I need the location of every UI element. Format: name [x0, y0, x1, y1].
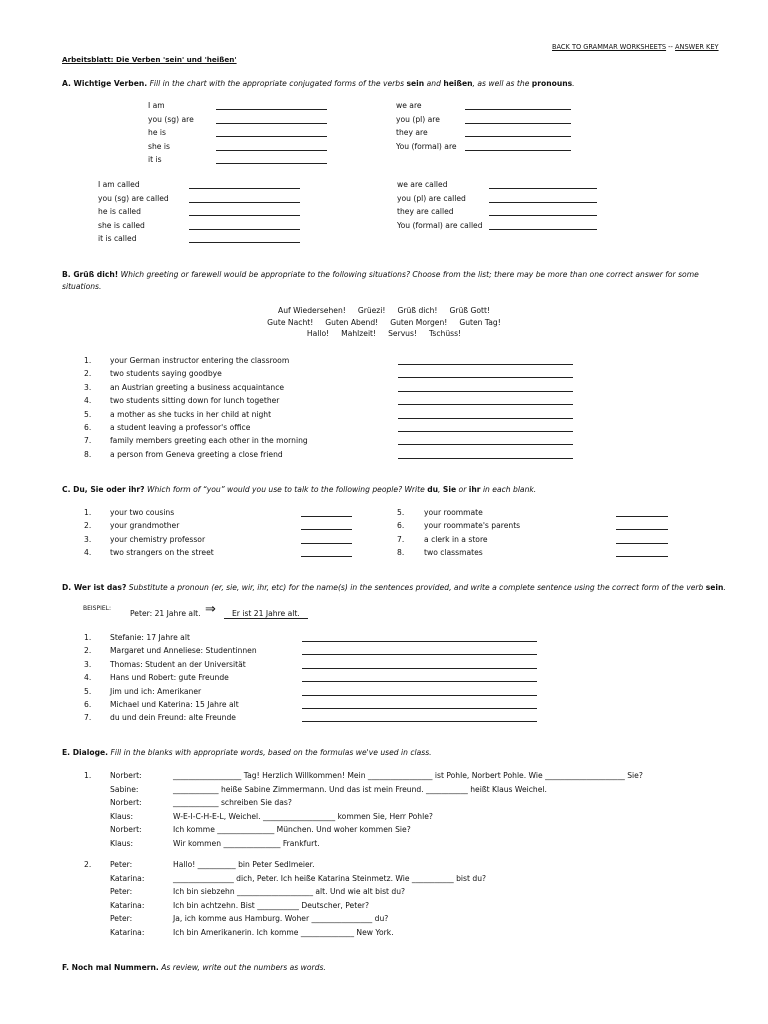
item-number: 4. [84, 396, 92, 406]
item-number: 3. [84, 659, 92, 669]
heissen-right-blank[interactable] [489, 229, 597, 230]
section-e-label: E. Dialoge. [62, 748, 109, 757]
section-c-comma: , [438, 485, 441, 494]
heissen-left-label: it is called [98, 234, 137, 243]
speaker-name: Norbert: [110, 798, 142, 807]
section-f-instruction: As review, write out the numbers as words. [161, 963, 326, 972]
heissen-right-blank[interactable] [489, 188, 597, 189]
pronoun-answer-blank[interactable] [301, 543, 352, 544]
right-arrow-icon: ⇒ [205, 602, 216, 617]
section-c-label: C. Du, Sie oder ihr? [62, 485, 145, 494]
heissen-left-label: I am called [98, 180, 140, 189]
section-b-instruction-2: situations. [62, 282, 102, 291]
pronoun-answer-blank[interactable] [301, 516, 352, 517]
item-number: 5. [84, 409, 92, 419]
sein-right-blank[interactable] [465, 109, 571, 110]
item-number: 7. [84, 713, 92, 723]
sein-right-blank[interactable] [465, 136, 571, 137]
heissen-right-blank[interactable] [489, 202, 597, 203]
greeting-option: Grüezi! [357, 306, 386, 315]
section-d-period: . [723, 583, 726, 592]
dialog-line: __________________ Tag! Herzlich Willkommen! Mein _________________ ist Pohle, Norbert Pohle. Wie _____________________ Sie? [173, 771, 643, 780]
sein-left-label: she is [148, 141, 170, 151]
speaker-name: Klaus: [110, 811, 134, 821]
sein-right-blank[interactable] [465, 123, 571, 124]
greeting-option: Guten Morgen! [390, 317, 448, 327]
pronoun-answer-blank[interactable] [301, 529, 352, 530]
dialog-line: Ich bin siebzehn ____________________ alt. Und wie alt bist du? [173, 887, 406, 896]
section-e-instruction: Fill in the blanks with appropriate words, based on the formulas we've used in class. [110, 748, 432, 757]
greeting-option: Guten Abend! [325, 317, 379, 327]
item-number: 4. [84, 673, 92, 683]
greeting-answer-blank[interactable] [398, 431, 573, 432]
item-number: 8. [397, 548, 405, 558]
top-links [552, 43, 719, 51]
greeting-option: Mahlzeit! [341, 329, 377, 338]
item-number: 7. [84, 436, 92, 446]
person-text: your chemistry professor [110, 534, 206, 544]
item-number: 1. [84, 633, 92, 642]
section-f-label: F. Noch mal Nummern. [62, 963, 159, 972]
section-a-heading [62, 79, 575, 88]
section-c-du: du [427, 485, 439, 494]
worksheet-title: Arbeitsblatt: Die Verben 'sein' und 'heißen' [62, 55, 237, 64]
heissen-left-label: you (sg) are called [98, 193, 169, 203]
situation-text: family members greeting each other in the morning [110, 436, 308, 446]
speaker-name: Peter: [110, 860, 133, 869]
section-a-period: . [572, 79, 575, 88]
section-d-label: D. Wer ist das? [62, 583, 127, 592]
section-a-verb-heissen: heißen [443, 79, 473, 88]
dialog-line: Wir kommen _______________ Frankfurt. [173, 838, 320, 848]
person-text: a clerk in a store [424, 534, 488, 544]
dialog-line: Ich komme _______________ München. Und woher kommen Sie? [173, 825, 411, 834]
greeting-option: Hallo! [306, 329, 330, 338]
sentence-answer-blank[interactable] [302, 681, 537, 682]
item-number: 6. [397, 521, 405, 531]
item-number: 1. [84, 356, 92, 365]
section-d-verb-sein: sein [705, 583, 724, 592]
prompt-text: Margaret und Anneliese: Studentinnen [110, 646, 257, 656]
heissen-right-label: You (formal) are called [397, 220, 483, 230]
item-number: 2. [84, 369, 92, 379]
situation-text: two students sitting down for lunch together [110, 396, 280, 406]
situation-text: a person from Geneva greeting a close friend [110, 449, 283, 459]
item-number: 8. [84, 449, 92, 459]
dialog-line: Ich bin achtzehn. Bist ___________ Deutscher, Peter? [173, 900, 370, 910]
dialog-line: Hallo! __________ bin Peter Sedlmeier. [173, 860, 315, 869]
person-text: two classmates [424, 548, 483, 558]
situation-text: your German instructor entering the classroom [110, 356, 290, 365]
item-number: 5. [397, 508, 405, 517]
sein-left-blank[interactable] [216, 123, 327, 124]
sein-left-blank[interactable] [216, 150, 327, 151]
sentence-answer-blank[interactable] [302, 708, 537, 709]
speaker-name: Katarina: [110, 927, 145, 937]
item-number: 3. [84, 534, 92, 544]
speaker-name: Sabine: [110, 784, 139, 794]
situation-text: an Austrian greeting a business acquaintance [110, 382, 285, 392]
sein-right-label: You (formal) are [396, 141, 457, 151]
heissen-left-blank[interactable] [189, 188, 300, 189]
section-a-instruction-2: , as well as the [472, 79, 530, 88]
heissen-right-blank[interactable] [489, 215, 597, 216]
section-b-instruction: Which greeting or farewell would be appropriate to the following situations? Choose from the list; there may be more than one correct answer for some [120, 270, 699, 279]
prompt-text: Stefanie: 17 Jahre alt [110, 633, 190, 642]
pronoun-answer-blank[interactable] [616, 543, 668, 544]
heissen-left-blank[interactable] [189, 242, 300, 243]
item-number: 2. [84, 521, 92, 531]
section-a-and: and [426, 79, 441, 88]
prompt-text: du und dein Freund: alte Freunde [110, 713, 236, 723]
prompt-text: Hans und Robert: gute Freunde [110, 673, 229, 683]
greeting-row [184, 329, 584, 338]
greeting-option: Guten Tag! [459, 317, 501, 327]
greeting-answer-blank[interactable] [398, 391, 573, 392]
item-number: 3. [84, 382, 92, 392]
person-text: your roommate's parents [424, 521, 521, 531]
section-c-heading [62, 485, 536, 494]
situation-text: two students saying goodbye [110, 369, 222, 379]
person-text: your two cousins [110, 508, 175, 517]
heissen-right-label: you (pl) are called [397, 193, 466, 203]
pronoun-answer-blank[interactable] [301, 556, 352, 557]
greeting-row [184, 318, 584, 327]
dialog-line: ____________ schreiben Sie das? [173, 798, 292, 807]
greeting-option: Gute Nacht! [267, 317, 314, 327]
speaker-name: Katarina: [110, 900, 145, 910]
greeting-answer-blank[interactable] [398, 458, 573, 459]
sein-left-blank[interactable] [216, 163, 327, 164]
person-text: two strangers on the street [110, 548, 214, 558]
section-c-or: or [458, 485, 467, 494]
person-text: your grandmother [110, 521, 180, 531]
section-d-heading [62, 583, 726, 592]
section-a-pronouns: pronouns [531, 79, 573, 88]
item-number: 5. [84, 686, 92, 696]
answer-key-link[interactable]: ANSWER KEY [675, 43, 719, 51]
greeting-option: Auf Wiedersehen! [278, 306, 346, 315]
sein-right-label: we are [396, 101, 422, 110]
situation-text: a mother as she tucks in her child at night [110, 409, 272, 419]
section-b-heading [62, 269, 702, 293]
prompt-text: Jim und ich: Amerikaner [110, 686, 202, 696]
section-d-instruction: Substitute a pronoun (er, sie, wir, ihr, etc) for the name(s) in the sentences provided, and write a complete sentence using the correct form of the verb [128, 583, 704, 592]
item-number: 2. [84, 646, 92, 656]
sentence-answer-blank[interactable] [302, 721, 537, 722]
heissen-right-label: we are called [397, 180, 448, 189]
dialog-line: ____________ heiße Sabine Zimmermann. Und das ist mein Freund. ___________ heißt Klaus Weichel. [173, 784, 547, 794]
section-c-instruction: Which form of “you” would you use to talk to the following people? Write [146, 485, 425, 494]
sein-left-blank[interactable] [216, 136, 327, 137]
example-question: Peter: 21 Jahre alt. [130, 609, 201, 618]
greeting-answer-blank[interactable] [398, 364, 573, 365]
section-a-label: A. Wichtige Verben. [62, 79, 148, 88]
sentence-answer-blank[interactable] [302, 654, 537, 655]
heissen-left-label: he is called [98, 207, 141, 216]
greeting-answer-blank[interactable] [398, 444, 573, 445]
dialog-line: ________________ dich, Peter. Ich heiße Katarina Steinmetz. Wie ___________ bist du? [173, 873, 487, 883]
greeting-row [184, 306, 584, 315]
section-c-sie: Sie [442, 485, 457, 494]
speaker-name: Norbert: [110, 825, 142, 834]
item-number: 6. [84, 700, 92, 709]
sentence-answer-blank[interactable] [302, 641, 537, 642]
greeting-option: Tschüss! [429, 329, 462, 338]
greeting-option: Servus! [388, 329, 417, 338]
sentence-answer-blank[interactable] [302, 668, 537, 669]
greeting-answer-blank[interactable] [398, 404, 573, 405]
greeting-answer-blank[interactable] [398, 418, 573, 419]
dialog-2-number: 2. [84, 860, 92, 869]
greeting-answer-blank[interactable] [398, 377, 573, 378]
dialog-line: W-E-I-C-H-E-L, Weichel. ___________________ kommen Sie, Herr Pohle? [173, 811, 433, 821]
pronoun-answer-blank[interactable] [616, 516, 668, 517]
sein-right-label: you (pl) are [396, 114, 440, 124]
dialog-line: Ich bin Amerikanerin. Ich komme ______________ New York. [173, 927, 394, 937]
section-a-verb-sein: sein [406, 79, 425, 88]
sein-left-blank[interactable] [216, 109, 327, 110]
heissen-left-blank[interactable] [189, 215, 300, 216]
sentence-answer-blank[interactable] [302, 695, 537, 696]
prompt-text: Michael und Katerina: 15 Jahre alt [110, 700, 239, 709]
person-text: your roommate [424, 508, 483, 517]
item-number: 7. [397, 534, 405, 544]
sein-right-label: they are [396, 128, 428, 137]
section-f-heading [62, 963, 326, 972]
speaker-name: Peter: [110, 914, 133, 923]
situation-text: a student leaving a professor's office [110, 423, 251, 432]
section-e-heading [62, 748, 432, 757]
heissen-left-label: she is called [98, 220, 145, 230]
sein-left-label: it is [148, 155, 162, 164]
item-number: 6. [84, 423, 92, 432]
sein-left-label: he is [148, 128, 166, 137]
example-answer: Er ist 21 Jahre alt. [224, 609, 308, 619]
speaker-name: Norbert: [110, 771, 142, 780]
pronoun-answer-blank[interactable] [616, 556, 668, 557]
pronoun-answer-blank[interactable] [616, 529, 668, 530]
dialog-line: Ja, ich komme aus Hamburg. Woher ________________ du? [173, 914, 389, 923]
item-number: 4. [84, 548, 92, 558]
heissen-left-blank[interactable] [189, 229, 300, 230]
sein-left-label: you (sg) are [148, 114, 194, 124]
beispiel-label: BEISPIEL: [83, 605, 112, 612]
prompt-text: Thomas: Student an der Universität [110, 659, 246, 669]
item-number: 1. [84, 508, 92, 517]
link-separator: -- [668, 43, 673, 51]
heissen-left-blank[interactable] [189, 202, 300, 203]
speaker-name: Katarina: [110, 873, 145, 883]
section-c-instruction-2: in each blank. [482, 485, 537, 494]
speaker-name: Klaus: [110, 838, 134, 848]
sein-right-blank[interactable] [465, 150, 571, 151]
greeting-option: Grüß dich! [397, 306, 438, 315]
dialog-1-number: 1. [84, 771, 92, 780]
greeting-option: Grüß Gott! [449, 306, 490, 315]
section-b-label: B. Grüß dich! [62, 270, 119, 279]
speaker-name: Peter: [110, 887, 133, 896]
heissen-right-label: they are called [397, 207, 454, 216]
section-a-instruction: Fill in the chart with the appropriate conjugated forms of the verbs [149, 79, 405, 88]
section-c-ihr: ihr [468, 485, 481, 494]
back-to-grammar-link[interactable]: BACK TO GRAMMAR WORKSHEETS [552, 43, 667, 51]
sein-left-label: I am [148, 101, 165, 110]
